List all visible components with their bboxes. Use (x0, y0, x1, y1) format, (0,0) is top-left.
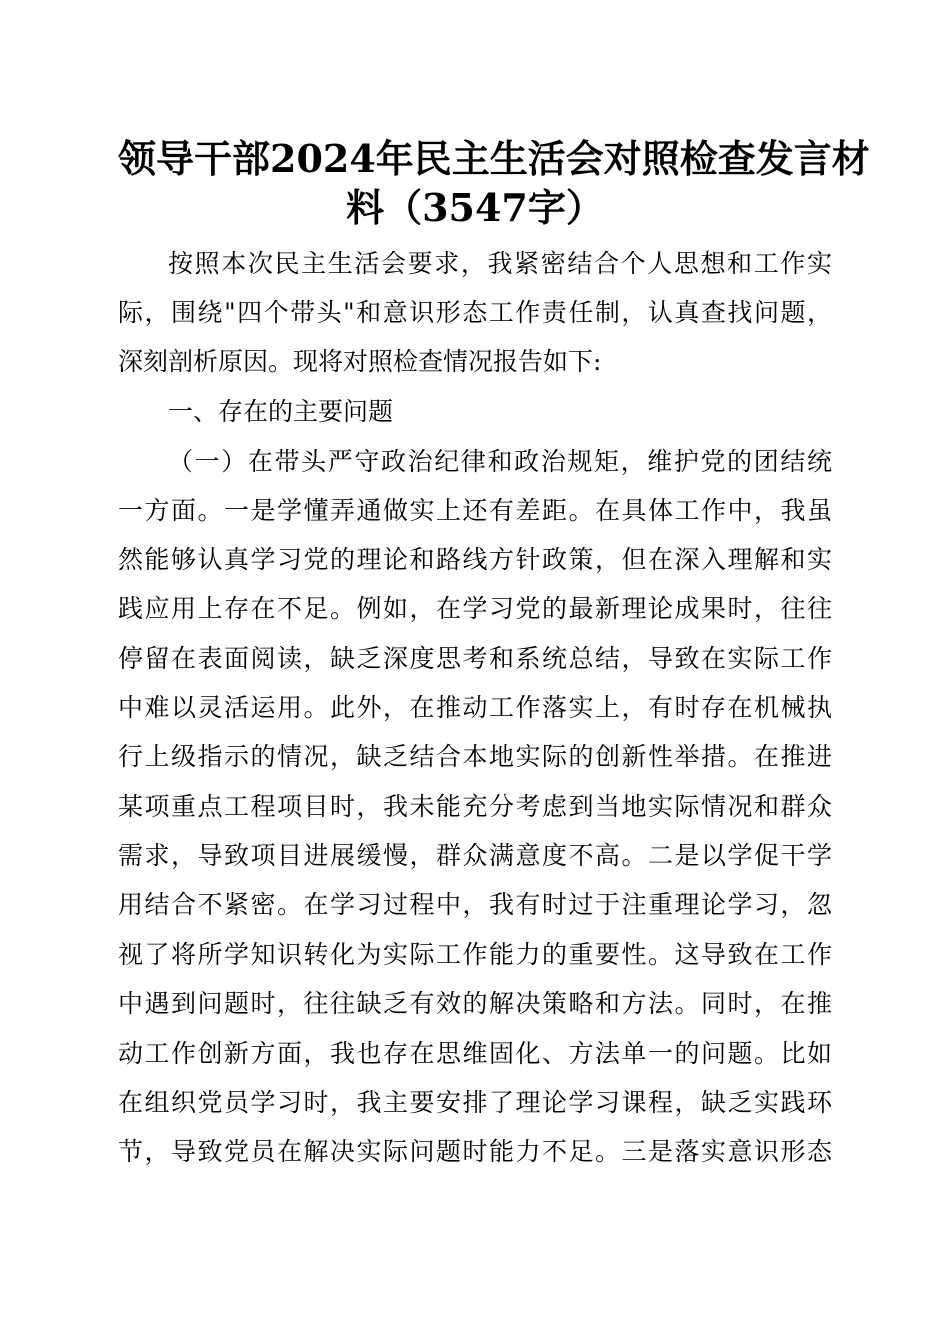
body-line: 一方面。一是学懂弄通做实上还有差距。在具体工作中，我虽 (118, 496, 832, 525)
body-line: 行上级指示的情况，缺乏结合本地实际的创新性举措。在推进 (118, 742, 832, 771)
body-line: 节，导致党员在解决实际问题时能力不足。三是落实意识形态 (118, 1137, 832, 1166)
body-line: 中遇到问题时，往往缺乏有效的解决策略和方法。同时，在推 (118, 989, 832, 1018)
document-title-line-1: 领导干部2024年民主生活会对照检查发言材 (118, 136, 870, 181)
body-line: 然能够认真学习党的理论和路线方针政策，但在深入理解和实 (118, 545, 832, 574)
body-line: 在组织党员学习时，我主要安排了理论学习课程，缺乏实践环 (118, 1088, 832, 1117)
body-line: 用结合不紧密。在学习过程中，我有时过于注重理论学习，忽 (118, 890, 832, 919)
body-line: 动工作创新方面，我也存在思维固化、方法单一的问题。比如 (118, 1039, 832, 1068)
body-line: （一）在带头严守政治纪律和政治规矩，维护党的团结统 (168, 447, 832, 476)
body-line: 中难以灵活运用。此外，在推动工作落实上，有时存在机械执 (118, 693, 832, 722)
body-line: 停留在表面阅读，缺乏深度思考和系统总结，导致在实际工作 (118, 644, 832, 673)
section-heading: 一、存在的主要问题 (168, 397, 394, 426)
intro-line-1: 按照本次民主生活会要求，我紧密结合个人思想和工作实 (168, 249, 832, 278)
body-line: 需求，导致项目进展缓慢，群众满意度不高。二是以学促干学 (118, 841, 832, 870)
body-line: 践应用上存在不足。例如，在学习党的最新理论成果时，往往 (118, 594, 832, 623)
intro-line-3: 深刻剖析原因。现将对照检查情况报告如下: (118, 347, 602, 376)
document-title-line-2: 料（3547字） (346, 185, 604, 230)
intro-line-2: 际，围绕"四个带头"和意识形态工作责任制，认真查找问题， (118, 298, 832, 327)
body-line: 视了将所学知识转化为实际工作能力的重要性。这导致在工作 (118, 940, 832, 969)
body-line: 某项重点工程项目时，我未能充分考虑到当地实际情况和群众 (118, 792, 832, 821)
